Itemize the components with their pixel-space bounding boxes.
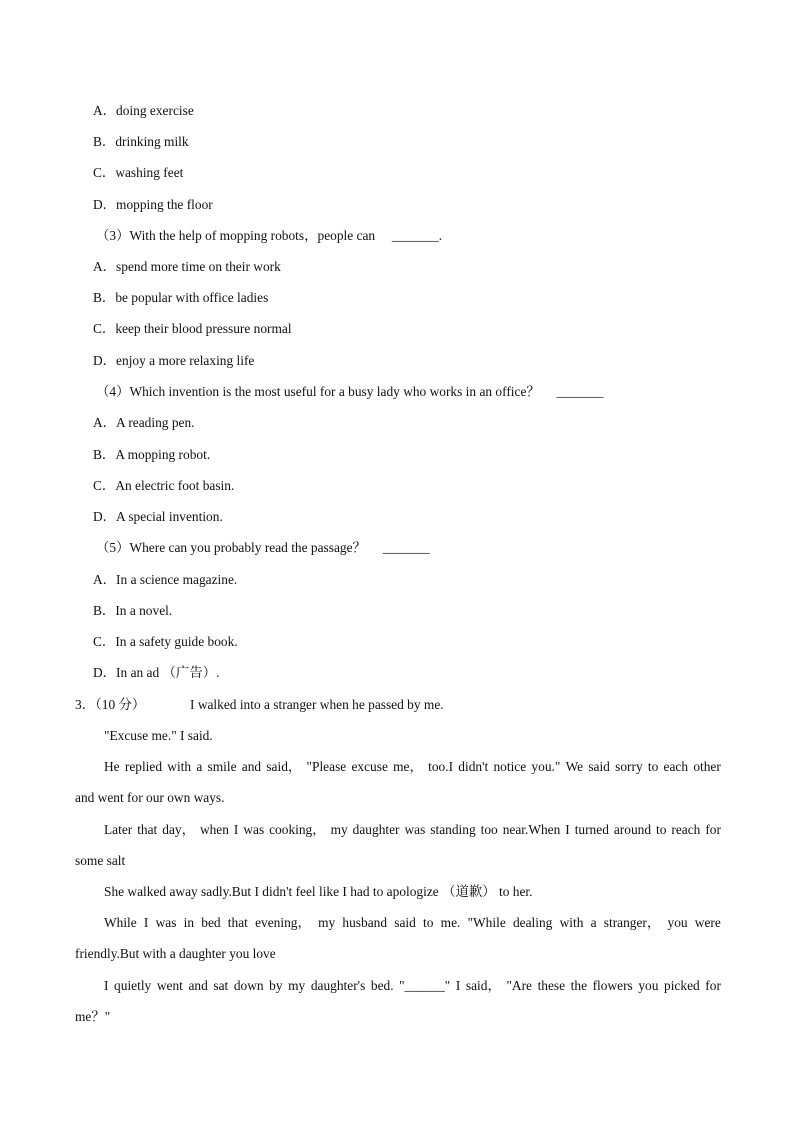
word: my <box>330 822 348 837</box>
word: I <box>233 822 239 837</box>
question-5-stem <box>96 540 430 556</box>
word: sat <box>213 978 229 993</box>
word: notice <box>493 759 527 774</box>
q3-option-c: C．keep their blood pressure normal <box>93 321 292 336</box>
word: I <box>565 822 570 837</box>
word: these <box>537 978 566 993</box>
q4-option-c: C．An electric foot basin. <box>93 478 235 493</box>
word: said， <box>465 978 501 993</box>
question-5-blank: _______ <box>382 540 430 555</box>
word: I <box>143 915 149 930</box>
q5-option-b: B．In a novel. <box>93 603 173 618</box>
word: was <box>155 915 177 930</box>
question-3-stem <box>96 228 442 244</box>
word: to <box>647 759 659 774</box>
word: and <box>241 759 262 774</box>
q3-option-d: D．enjoy a more relaxing life <box>93 353 255 368</box>
word: husband <box>342 915 388 930</box>
word: picked <box>664 978 700 993</box>
word: sorry <box>615 759 643 774</box>
question-5-text: （5）Where can you probably read the passage？ <box>96 540 366 555</box>
word: with <box>167 759 192 774</box>
word: reach <box>671 822 701 837</box>
word: day， <box>162 822 195 837</box>
passage-p7-line1 <box>104 978 721 994</box>
word: a <box>590 915 597 930</box>
passage-p6-line1 <box>104 915 721 931</box>
word: didn't <box>458 759 489 774</box>
q2-option-c: C．washing feet <box>93 165 184 180</box>
passage-first-line: I walked into a stranger when he passed by me. <box>190 697 444 712</box>
word: smile <box>207 759 237 774</box>
word: my <box>288 978 306 993</box>
passage-p4-line2: some salt <box>75 853 126 868</box>
word: you <box>638 978 659 993</box>
passage-p7-line2: me？" <box>75 1009 111 1024</box>
word: said， <box>266 759 302 774</box>
passage-excuse-line: "Excuse me." I said. <box>104 728 213 743</box>
word: dealing <box>512 915 553 930</box>
word: flowers <box>592 978 633 993</box>
word: daughter <box>352 822 400 837</box>
q3-option-b: B．be popular with office ladies <box>93 290 269 305</box>
word: said <box>588 759 610 774</box>
question-4-stem <box>96 384 603 400</box>
q2-option-a: A．doing exercise <box>93 103 194 118</box>
word: standing <box>430 822 476 837</box>
word: daughter's <box>310 978 366 993</box>
passage-p3-line2: and went for our own ways. <box>75 790 225 805</box>
question-4-text: （4）Which invention is the most useful for a busy lady who works in an office？ <box>96 384 540 399</box>
word: you." <box>531 759 561 774</box>
word: bed. <box>370 978 394 993</box>
word: other <box>693 759 721 774</box>
word: "______" <box>399 978 451 993</box>
word: were <box>694 915 721 930</box>
word: for <box>705 822 721 837</box>
word: for <box>705 978 721 993</box>
word: and <box>188 978 208 993</box>
passage-p5: She walked away sadly.But I didn't feel like I had to apologize （道歉） to her. <box>104 884 533 899</box>
word: was <box>404 822 426 837</box>
word: with <box>559 915 584 930</box>
q4-option-d: D．A special invention. <box>93 509 223 524</box>
word: excuse <box>351 759 388 774</box>
word: to <box>423 915 434 930</box>
word: While <box>104 915 137 930</box>
word: down <box>233 978 264 993</box>
question-3-header <box>75 697 444 713</box>
word: around <box>613 822 652 837</box>
word: my <box>318 915 336 930</box>
word: "While <box>467 915 506 930</box>
word: the <box>570 978 588 993</box>
word: cooking， <box>269 822 326 837</box>
q5-option-a: A．In a science magazine. <box>93 572 238 587</box>
passage-p4-line1 <box>104 822 721 838</box>
word: We <box>565 759 584 774</box>
word: said <box>394 915 416 930</box>
question-3-number: 3．（10 分） <box>75 697 146 712</box>
word: near.When <box>502 822 561 837</box>
word: that <box>137 822 158 837</box>
word: "Are <box>506 978 532 993</box>
q3-option-a: A．spend more time on their work <box>93 259 281 274</box>
word: that <box>227 915 248 930</box>
word: Later <box>104 822 133 837</box>
question-3-end: . <box>438 228 443 243</box>
q2-option-d: D．mopping the floor <box>93 197 213 212</box>
q4-option-b: B．A mopping robot. <box>93 447 211 462</box>
q5-option-d: D．In an ad （广告）. <box>93 665 220 680</box>
word: you <box>667 915 688 930</box>
passage-p6-line2: friendly.But with a daughter you love <box>75 946 276 961</box>
passage-p3-line1 <box>104 759 721 775</box>
word: replied <box>124 759 163 774</box>
word: quietly <box>114 978 152 993</box>
q2-option-b: B．drinking milk <box>93 134 189 149</box>
word: bed <box>201 915 221 930</box>
word: to <box>656 822 667 837</box>
question-4-blank: _______ <box>556 384 604 399</box>
q5-option-c: C．In a safety guide book. <box>93 634 238 649</box>
word: turned <box>574 822 609 837</box>
question-3-text: （3）With the help of mopping robots，people can <box>96 228 376 243</box>
word: went <box>156 978 183 993</box>
word: each <box>663 759 689 774</box>
word: evening， <box>255 915 311 930</box>
word: too <box>480 822 498 837</box>
word: "Please <box>306 759 347 774</box>
word: when <box>199 822 229 837</box>
word: me， <box>393 759 423 774</box>
word: I <box>455 978 461 993</box>
word: too.I <box>428 759 454 774</box>
word: He <box>104 759 120 774</box>
word: was <box>243 822 265 837</box>
word: by <box>269 978 283 993</box>
word: a <box>196 759 203 774</box>
q4-option-a: A．A reading pen. <box>93 415 195 430</box>
word: stranger， <box>603 915 661 930</box>
word: in <box>183 915 195 930</box>
word: me. <box>440 915 461 930</box>
word: I <box>104 978 109 993</box>
question-3-blank: _______ <box>391 228 439 243</box>
